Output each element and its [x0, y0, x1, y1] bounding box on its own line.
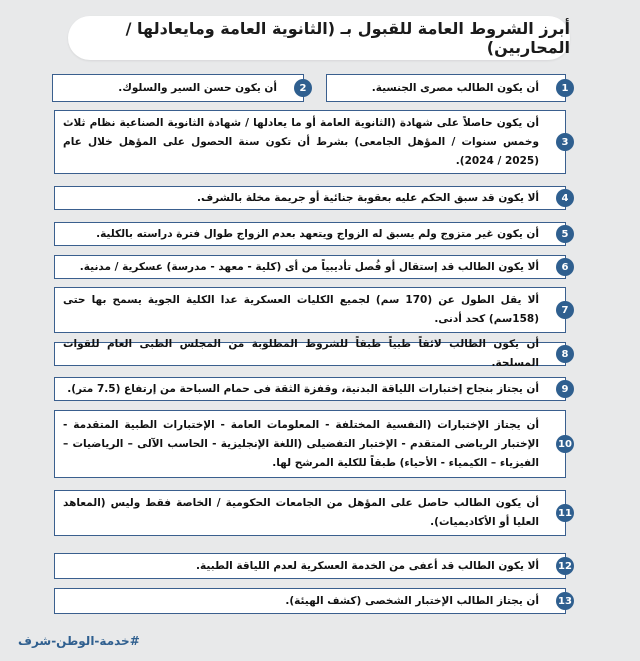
condition-text: أن يكون الطالب حاصل على المؤهل من الجامعات الحكومية / الخاصة فقط وليس (المعاهد العليا أو الأكاديميات).	[63, 497, 539, 528]
item-number-badge: 10	[556, 435, 574, 453]
item-number-badge: 3	[556, 133, 574, 151]
condition-text: ألا يقل الطول عن (170 سم) لجميع الكليات العسكرية عدا الكلية الجوية يسمح بها حتى (158سم) كحد أدنى.	[63, 294, 539, 325]
condition-item-4	[54, 186, 569, 210]
condition-text: أن يجتاز بنجاح إختبارات اللياقة البدنية، وقفزة الثقة فى حمام السباحة من إرتفاع (7.5 متر).	[67, 382, 539, 395]
condition-text: أن يكون الطالب مصرى الجنسية.	[371, 81, 539, 94]
condition-item-12	[54, 553, 572, 579]
condition-item-5	[54, 222, 569, 246]
hashtag-footer: #خدمة-الوطن-شرف	[18, 634, 140, 648]
condition-item-3	[54, 110, 569, 174]
item-number-badge: 5	[556, 225, 574, 243]
item-number-badge: 1	[556, 79, 574, 97]
condition-item-11	[54, 490, 572, 536]
item-number-badge: 6	[556, 258, 574, 276]
condition-item-1	[326, 74, 569, 102]
condition-item-7	[54, 287, 569, 333]
item-number-badge: 8	[556, 345, 574, 363]
condition-item-6	[54, 255, 569, 279]
condition-item-8	[54, 338, 569, 369]
condition-text: ألا يكون الطالب قد أعفى من الخدمة العسكرية لعدم اللياقة الطبية.	[196, 559, 539, 572]
page-title: أبرز الشروط العامة للقبول بـ (الثانوية العامة ومايعادلها / المحاربين)	[68, 16, 570, 60]
condition-text: ألا يكون الطالب قد إستقال أو فُصل تأديبياً من أى (كلية - معهد - مدرسة) عسكرية / مدنية.	[79, 260, 539, 273]
item-number-badge: 9	[556, 380, 574, 398]
condition-text: أن يكون حسن السير والسلوك.	[118, 81, 277, 94]
condition-item-13	[54, 588, 572, 614]
condition-text: أن يجتاز الإختبارات (النفسية المختلفة - المعلومات العامة - الإختبارات الطبية المتقدمة - الإختبار الرياضى المتقدم - الإختبار التفضيلى (اللغة الإنجليزية - الحاسب الآلى – الرياضيات – الفيزياء – الكيمياء - الأحياء) طبقاً للكلية المرشح لها.	[63, 418, 539, 469]
item-number-badge: 2	[294, 79, 312, 97]
item-number-badge: 12	[556, 557, 574, 575]
condition-text: ألا يكون قد سبق الحكم عليه بعقوبة جنائية أو جريمة مخلة بالشرف.	[196, 191, 539, 204]
condition-text: أن يكون حاصلاً على شهادة (الثانوية العامة أو ما يعادلها / شهادة الثانوية الصناعية نظام ثلاث وخمس سنوات / المؤهل الجامعى) بشرط أن تكون سنة الحصول على المؤهل خلال عام (2025 / 2024).	[63, 116, 539, 167]
condition-item-2	[52, 74, 307, 102]
condition-text: أن يكون غير متزوج ولم يسبق له الزواج ويتعهد بعدم الزواج طوال فترة دراسته بالكلية.	[96, 227, 539, 240]
condition-text: أن يجتاز الطالب الإختبار الشخصى (كشف الهيئة).	[285, 594, 539, 607]
condition-text: أن يكون الطالب لائقاً طبياً طبقاً للشروط المطلوبة من المجلس الطبى العام للقوات المسلحة.	[63, 338, 539, 369]
condition-item-9	[54, 377, 569, 401]
condition-item-10	[54, 410, 572, 478]
item-number-badge: 4	[556, 189, 574, 207]
item-number-badge: 7	[556, 301, 574, 319]
item-number-badge: 11	[556, 504, 574, 522]
item-number-badge: 13	[556, 592, 574, 610]
